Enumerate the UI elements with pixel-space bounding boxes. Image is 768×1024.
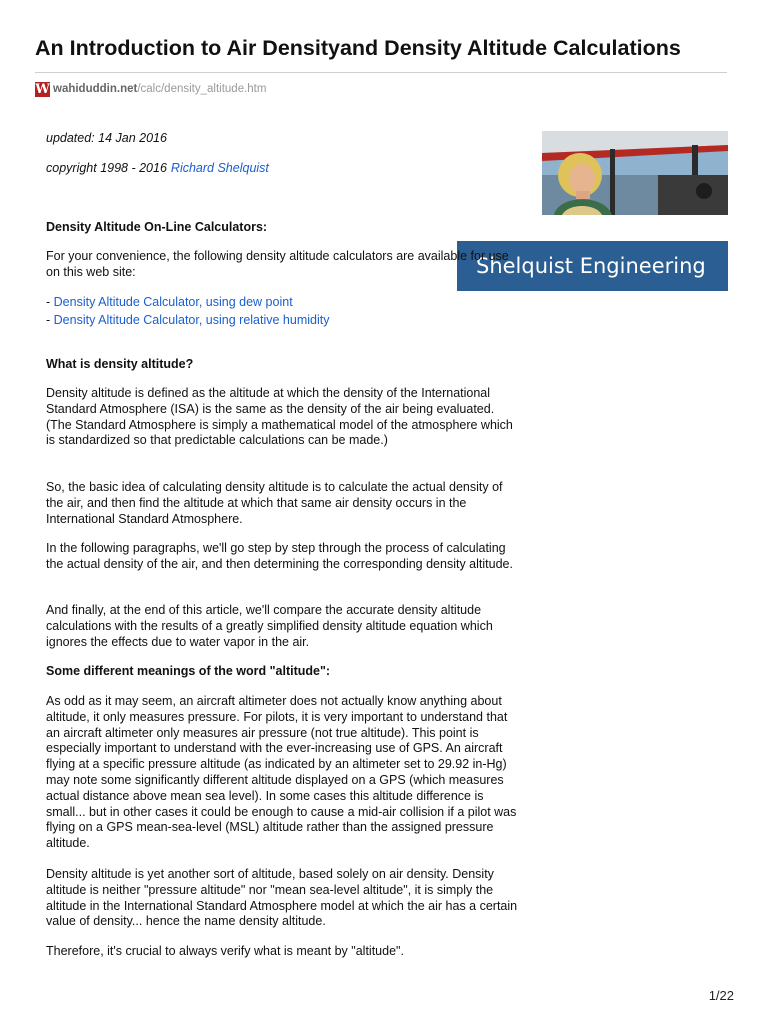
- site-logo-icon: W: [35, 81, 50, 97]
- list-dash: -: [46, 313, 54, 327]
- author-photo: [542, 131, 728, 215]
- source-domain[interactable]: wahiduddin.net: [53, 83, 138, 95]
- paragraph: And finally, at the end of this article, we'll compare the accurate density altitude calculations with the results of a greatly simplified density altitude equation which ignores the effects due to water vapor in the air.: [46, 603, 493, 649]
- calculators-intro: For your convenience, the following density altitude calculators are available for use on this web site:: [46, 249, 509, 279]
- what-is-heading: What is density altitude?: [46, 357, 194, 371]
- calculators-heading: Density Altitude On-Line Calculators:: [46, 220, 268, 234]
- list-item: [46, 311, 466, 329]
- title-divider: [35, 72, 727, 73]
- calculator-links: [46, 293, 466, 329]
- updated-date: updated: 14 Jan 2016: [46, 131, 167, 145]
- altitude-meanings-heading: Some different meanings of the word "altitude":: [46, 664, 331, 678]
- paragraph: In the following paragraphs, we'll go step by step through the process of calculating the actual density of the air, and then determining the corresponding density altitude.: [46, 541, 513, 571]
- paragraph: As odd as it may seem, an aircraft altimeter does not actually know anything about altitude, it only measures pressure. For pilots, it is very important to understand that an aircraft altimeter only measures air pressure (not true altitude). This point is especially important to understand with the ever-increasing use of GPS. An aircraft flying at a specific pressure altitude (as indicated by an altimeter set to 29.92 in-Hg) may note some significantly different altitude displayed on a GPS (which measures actual distance above mean sea level). In some cases this altitude difference is small... but in other cases it could be enough to cause a mid-air collision if a pilot was flying on a GPS mean-sea-level (MSL) altitude rather than the assigned pressure altitude.: [46, 694, 517, 851]
- relative-humidity-calculator-link[interactable]: Density Altitude Calculator, using relative humidity: [53, 313, 330, 327]
- paragraph: Therefore, it's crucial to always verify what is meant by "altitude".: [46, 944, 404, 958]
- copyright-line: [46, 161, 269, 175]
- list-dash: -: [46, 295, 54, 309]
- source-line: [35, 81, 266, 97]
- shelquist-engineering-banner[interactable]: Shelquist Engineering: [457, 241, 728, 291]
- paragraph: Density altitude is yet another sort of altitude, based solely on air density. Density altitude is neither "pressure altitude" nor "mean sea-level altitude", it is simply the altitude in the International Standard Atmosphere model at which the air has a certain value of density... hence the name density altitude.: [46, 867, 518, 929]
- paragraph: Density altitude is defined as the altitude at which the density of the International Standard Atmosphere (ISA) is the same as the density of the air being evaluated. (The Standard Atmosphere is simply a mathematical model of the atmosphere which is standardized so that predictable calculations can be made.): [46, 386, 513, 448]
- author-link[interactable]: Richard Shelquist: [170, 161, 269, 175]
- author-photo-image: [542, 131, 728, 215]
- page-number: 1/22: [708, 988, 734, 1003]
- list-item: [46, 293, 466, 311]
- page-title: An Introduction to Air Densityand Density Altitude Calculations: [35, 36, 681, 60]
- source-path[interactable]: /calc/density_altitude.htm: [137, 83, 267, 95]
- paragraph: So, the basic idea of calculating density altitude is to calculate the actual density of the air, and then find the altitude at which that same air density occurs in the International Standard Atmosphere.: [46, 480, 503, 526]
- dew-point-calculator-link[interactable]: Density Altitude Calculator, using dew point: [53, 295, 293, 309]
- copyright-text: copyright 1998 - 2016: [46, 161, 167, 175]
